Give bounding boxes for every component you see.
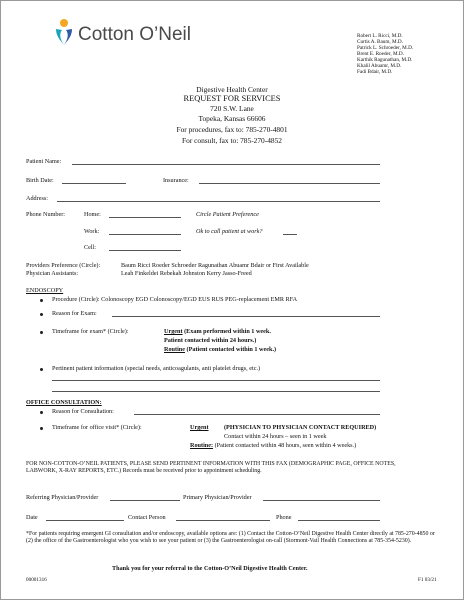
primary-physician-label: Primary Physician/Provider [183, 494, 252, 501]
reason-for-consultation-field[interactable] [134, 414, 380, 415]
routine-word: Routine [164, 346, 185, 353]
physician-name: Karthik Ragunathan, M.D. [357, 57, 413, 63]
bullet-icon [40, 331, 43, 334]
insurance-field[interactable] [199, 183, 380, 184]
pertinent-info-label: Pertinent patient information (special needs, anticoagulants, anti platelet drugs, etc.) [52, 365, 261, 372]
date-label: Date [26, 514, 38, 521]
physician-name: Khalil Abuamr, M.D. [357, 63, 402, 69]
urgent-word: Urgent [164, 328, 183, 335]
fax-procedures: For procedures, fax to: 785-270-4801 [176, 125, 288, 134]
physician-name: Curtis A. Baum, M.D. [357, 39, 403, 45]
bullet-icon [40, 313, 43, 316]
bullet-icon [40, 427, 43, 430]
routine-detail: (Patient contacted within 1 week.) [184, 346, 277, 353]
date-field[interactable] [46, 520, 124, 521]
cell-phone-label: Cell: [84, 244, 97, 251]
home-phone-field[interactable] [109, 217, 181, 218]
form-number: 00001316 [26, 577, 47, 583]
pertinent-info-line-2[interactable] [52, 391, 380, 392]
endoscopy-heading: ENDOSCOPY [26, 287, 64, 294]
birth-date-field[interactable] [62, 183, 126, 184]
office-urgent-line2: Contact within 24 hours – seen in 1 week [224, 433, 327, 440]
urgent-detail: (Exam performed within 1 week. [182, 328, 271, 335]
insurance-label: Insurance: [163, 177, 189, 184]
office-urgent-detail: (PHYSICIAN TO PHYSICIAN CONTACT REQUIRED) [224, 424, 377, 431]
providers-preference-label: Providers Preference (Circle): [26, 262, 101, 269]
primary-physician-field[interactable] [263, 500, 380, 501]
contact-person-label: Contact Person [128, 514, 166, 521]
address-label: Address: [26, 195, 48, 202]
exam-timeframe-label: Timeframe for exam* (Circle): [52, 328, 129, 335]
referring-physician-field[interactable] [110, 500, 180, 501]
physician-name: Robert L. Ricci, M.D. [357, 33, 403, 39]
office-routine-detail: (Patient contacted within 48 hours, seen within 4 weeks.) [213, 442, 357, 449]
physician-assistants-label: Physician Assistants: [26, 270, 79, 277]
phone-field[interactable] [298, 520, 380, 521]
exam-urgent-line2: Patient contacted within 24 hours.) [164, 337, 257, 344]
non-patients-notice: FOR NON-COTTON-O’NEIL PATIENTS, PLEASE SEND PERTINENT INFORMATION WITH THIS FAX (DEMOGRAPHIC PAGE, OFFICE NOTES, LABWORK, X-RAY REPORTS, ETC.) Records must be received prior to appointment scheduling. [26, 461, 396, 474]
physician-assistants-list[interactable]: Leah Finkeldei Rebekah Johnston Kerry Jasso-Freed [121, 270, 252, 277]
emergent-footnote: *For patients requiring emergent GI consultation and/or endoscopy, available options are: (1) Contact the Cotton-O’Neil Digestive Health Center directly at 785-270-4850 or (2) the office of the Gastroenterologist who you wish to see your patient or (3) the Gastroenterologist on-call (Stormont-Vail Health Connections at 785-354-5230). [26, 531, 435, 544]
work-phone-label: Work: [84, 228, 100, 235]
office-routine-word: Routine: [190, 442, 214, 449]
address-field[interactable] [57, 201, 380, 202]
bullet-icon [40, 411, 43, 414]
birth-date-label: Birth Date: [26, 177, 54, 184]
home-phone-label: Home: [84, 211, 101, 218]
address-line-1: 720 S.W. Lane [210, 104, 254, 113]
bullet-icon [40, 368, 43, 371]
ok-to-call-question: Ok to call patient at work? [196, 228, 263, 235]
cotton-oneil-logo-icon [54, 18, 74, 46]
work-phone-field[interactable] [109, 234, 181, 235]
physician-list [357, 33, 413, 75]
office-urgent-option[interactable]: Urgent [190, 424, 209, 431]
exam-urgent-option[interactable] [164, 328, 271, 335]
physician-name: Brent E. Roeder, M.D. [357, 51, 404, 57]
office-routine-option[interactable] [190, 442, 356, 449]
contact-person-field[interactable] [176, 520, 270, 521]
physician-name: Fadi Bdair, M.D. [357, 69, 393, 75]
patient-name-label: Patient Name: [26, 158, 62, 165]
bullet-icon [40, 299, 43, 302]
reason-for-exam-label: Reason for Exam: [52, 310, 97, 317]
reason-for-exam-field[interactable] [112, 316, 380, 317]
referring-physician-label: Referring Physician/Provider [26, 494, 99, 501]
phone-number-label: Phone Number: [26, 211, 66, 218]
address-line-2: Topeka, Kansas 66606 [198, 114, 266, 123]
logo-name: Cotton O’Neil [78, 24, 191, 45]
patient-name-field[interactable] [72, 164, 380, 165]
reason-for-consultation-label: Reason for Consultation: [52, 408, 114, 415]
phone-label: Phone [276, 514, 292, 521]
cell-phone-field[interactable] [109, 250, 181, 251]
pertinent-info-line-1[interactable] [52, 380, 380, 381]
office-timeframe-label: Timeframe for office visit* (Circle): [52, 424, 142, 431]
thank-you-note: Thank you for your referral to the Cotton-O’Neil Digestive Health Center. [112, 565, 308, 572]
ok-to-call-field[interactable] [283, 234, 297, 235]
fax-consult: For consult, fax to: 785-270-4852 [182, 136, 282, 145]
procedure-options[interactable]: Procedure (Circle): Colonoscopy EGD Colonoscopy/EGD EUS RUS PEG-replacement EMR RFA [52, 296, 298, 303]
exam-routine-option[interactable] [164, 346, 276, 353]
center-name: Digestive Health Center [196, 85, 268, 94]
office-consultation-heading: OFFICE CONSULTATION: [26, 399, 102, 406]
revision-code: F1 03/21 [418, 577, 437, 583]
providers-list[interactable]: Baum Ricci Roeder Schroeder Ragunathan Abuamr Bdair or First Available [121, 262, 309, 269]
physician-name: Patrick L. Schroeder, M.D. [357, 45, 414, 51]
form-title: REQUEST FOR SERVICES [183, 94, 281, 103]
circle-preference-note: Circle Patient Preference [196, 211, 259, 218]
